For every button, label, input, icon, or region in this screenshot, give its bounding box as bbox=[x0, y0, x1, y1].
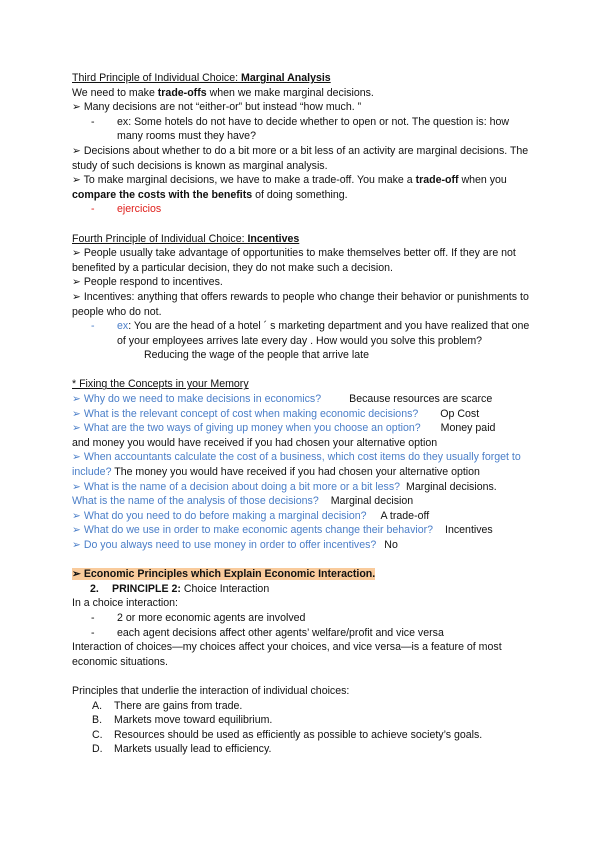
section4-bullet-1: ➢ People usually take advantage of opportunities to make themselves better off. If they are not benefited by a particular decision, they do not make such a decision. bbox=[72, 247, 516, 274]
section3-bullet-3: ➢ To make marginal decisions, we have to make a trade-off. You make a trade-off when you compare the costs with the benefits of doing something. bbox=[72, 174, 507, 201]
memory-q4: ➢ When accountants calculate the cost of a business, which cost items do they usually forget to include? The money you would have received if you had chosen your alternative option bbox=[72, 451, 521, 479]
section4-sub-item: - ex: You are the head of a hotel ´ s marketing department and you have realized that one of your employees arrives late every day . How would you solve this problem? bbox=[91, 320, 530, 347]
section3-intro: We need to make trade-offs when we make marginal decisions. bbox=[72, 86, 374, 99]
section4-answer: Reducing the wage of the people that arrive late bbox=[144, 349, 369, 362]
title-bold: Marginal Analysis bbox=[241, 72, 331, 84]
principle-list-item: A. There are gains from trade. bbox=[92, 699, 243, 712]
principle-list-item: C. Resources should be used as efficiently as possible to achieve society’s goals. bbox=[92, 728, 483, 741]
memory-q7: ➢ What do you need to do before making a marginal decision? A trade-off bbox=[72, 509, 430, 522]
interaction-item-2: - each agent decisions affect other agents’ welfare/profit and vice versa bbox=[91, 626, 444, 639]
principle-list-item: D. Markets usually lead to efficiency. bbox=[92, 743, 272, 756]
memory-q3: ➢ What are the two ways of giving up money when you choose an option? Money paid bbox=[72, 422, 496, 435]
interaction-heading: ➢ Economic Principles which Explain Economic Interaction. bbox=[72, 568, 376, 581]
section4-bullet-2: ➢ People respond to incentives. bbox=[72, 276, 223, 289]
title-prefix: Third Principle of Individual Choice: bbox=[72, 72, 241, 84]
section3-sub-item-1: - ex: Some hotels do not have to decide whether to open or not. The question is: how many rooms must they have? bbox=[91, 115, 510, 143]
principles-intro: Principles that underlie the interaction of individual choices: bbox=[72, 684, 350, 697]
section3-sub-item-2: - ejercicios bbox=[91, 203, 162, 216]
memory-title: * Fixing the Concepts in your Memory bbox=[72, 378, 249, 391]
memory-q1: ➢ Why do we need to make decisions in economics? Because resources are scarce bbox=[72, 393, 493, 406]
interaction-intro: In a choice interaction: bbox=[72, 597, 178, 610]
principle-2-heading: 2. PRINCIPLE 2: Choice Interaction bbox=[90, 582, 270, 595]
principle-list-item: B. Markets move toward equilibrium. bbox=[92, 714, 273, 727]
section4-bullet-3: ➢ Incentives: anything that offers rewards to people who change their behavior or punishments to people who do not. bbox=[72, 290, 529, 318]
memory-q9: ➢ Do you always need to use money in order to offer incentives? No bbox=[72, 539, 398, 551]
section3-bullet-1: ➢ Many decisions are not “either-or” but instead “how much. ” bbox=[72, 101, 362, 114]
section3-title bbox=[72, 71, 532, 86]
memory-a3-cont: and money you would have received if you had chosen your alternative option bbox=[72, 436, 438, 449]
memory-q6: What is the name of the analysis of those decisions? Marginal decision bbox=[72, 495, 414, 508]
section4-title: Fourth Principle of Individual Choice: Incentives bbox=[72, 232, 300, 245]
interaction-item-1: - 2 or more economic agents are involved bbox=[91, 611, 306, 624]
document-page bbox=[72, 71, 532, 757]
interaction-paragraph: Interaction of choices—my choices affect your choices, and vice versa—is a feature of most economic situations. bbox=[72, 641, 502, 668]
section3-bullet-2: ➢ Decisions about whether to do a bit more or a bit less of an activity are marginal decisions. The study of such decisions is known as marginal analysis. bbox=[72, 144, 529, 172]
memory-q8: ➢ What do we use in order to make economic agents change their behavior? Incentives bbox=[72, 524, 493, 537]
memory-q5: ➢ What is the name of a decision about doing a bit more or a bit less? Marginal decisions. bbox=[72, 480, 497, 493]
memory-q2: ➢ What is the relevant concept of cost when making economic decisions? Op Cost bbox=[72, 407, 480, 420]
